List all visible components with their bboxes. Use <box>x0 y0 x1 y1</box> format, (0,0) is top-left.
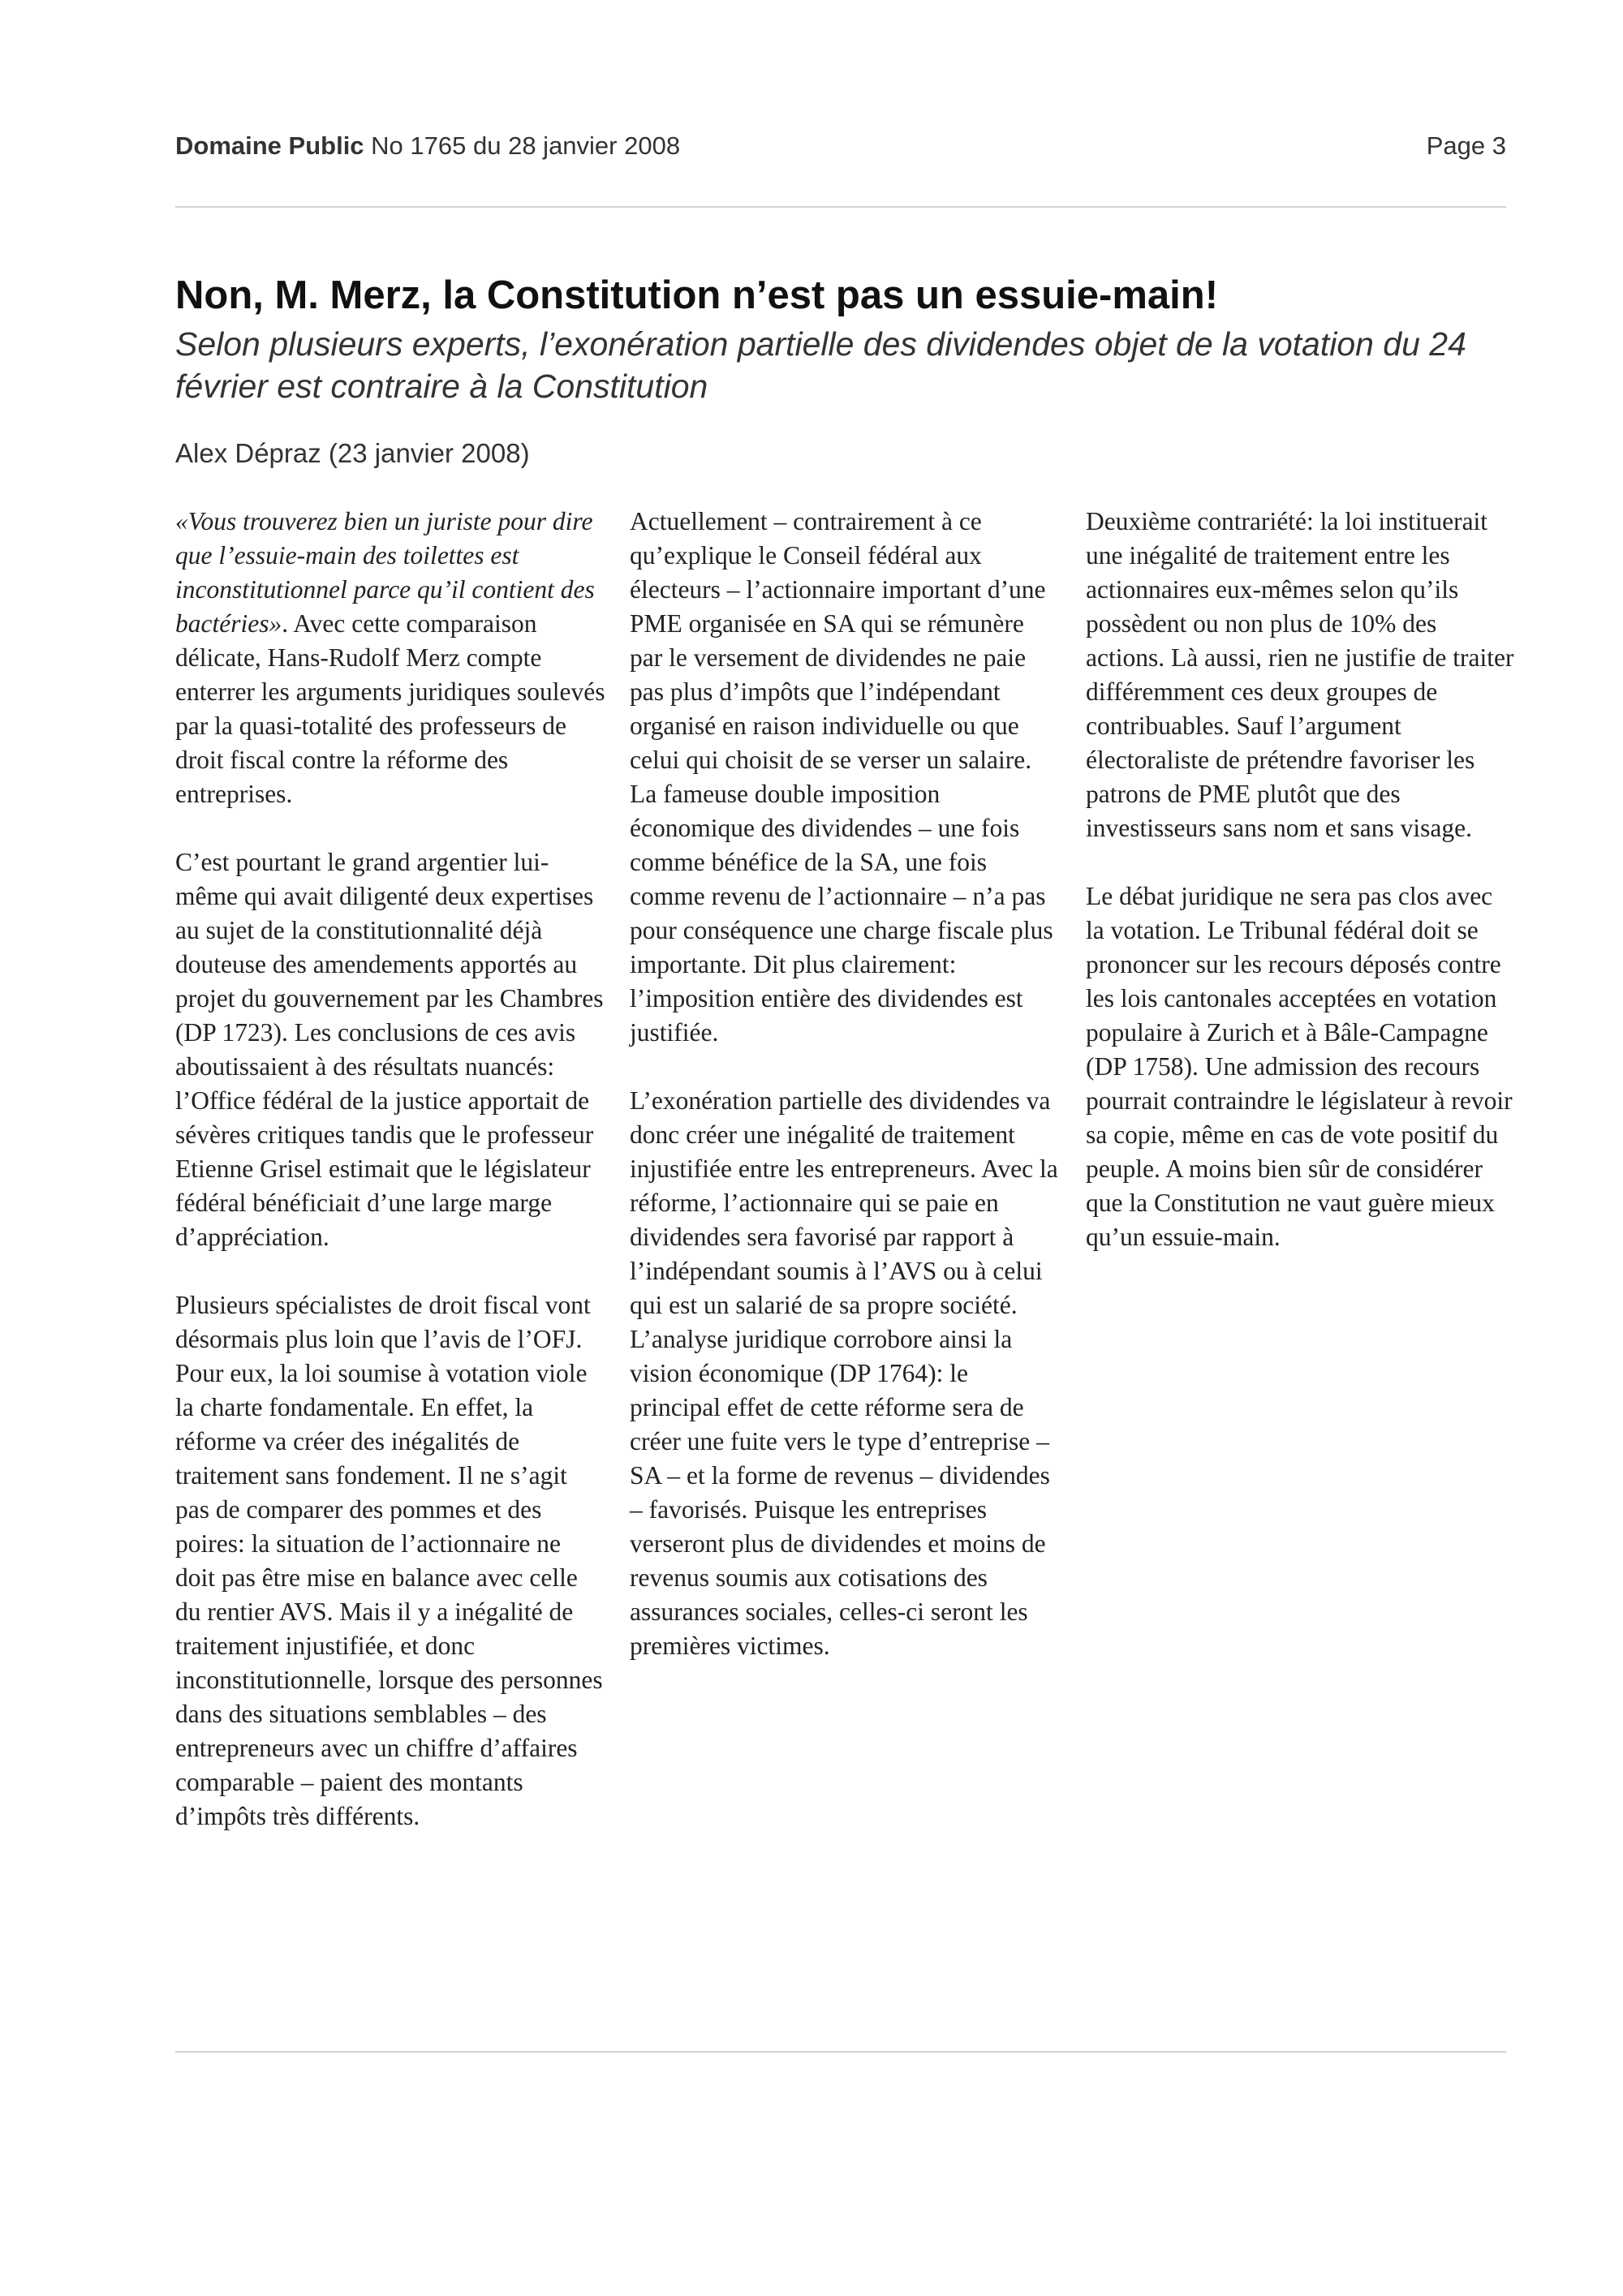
footer-divider <box>175 2051 1506 2053</box>
article-paragraph: Actuellement – contrairement à ce qu’explique le Conseil fédéral aux électeurs – l’actionnaire important d’une PME organisée en SA qui se rémunère par le versement de dividendes ne paie pas plus d’impôts que l’indépendant organisé en raison individuelle ou que celui qui choisit de se verser un salaire. La fameuse double imposition économique des dividendes – une fois comme bénéfice de la SA, une fois comme revenu de l’actionnaire – n’a pas pour conséquence une charge fiscale plus importante. Dit plus clairement: l’imposition entière des dividendes est justifiée. <box>630 507 1053 1047</box>
article-paragraph: Le débat juridique ne sera pas clos avec la votation. Le Tribunal fédéral doit se prononcer sur les recours déposés contre les lois cantonales acceptées en votation populaire à Zurich et à Bâle-Campagne (DP 1758). Une admission des recours pourrait contraindre le législateur à revoir sa copie, même en cas de vote positif du peuple. A moins bien sûr de considérer que la Constitution ne vaut guère mieux qu’un essuie-main. <box>1086 882 1513 1251</box>
article-column-1 <box>175 505 605 1868</box>
opening-quote: «Vous trouverez bien un juriste pour dire que l’essuie-main des toilettes est inconstitutionnel parce qu’il contient des bactéries» <box>175 507 595 638</box>
publication-name: Domaine Public <box>175 131 364 160</box>
article-column-2 <box>630 505 1060 1697</box>
article-paragraph <box>175 505 605 811</box>
opening-text: . Avec cette comparaison délicate, Hans-Rudolf Merz compte enterrer les arguments juridiques soulevés par la quasi-totalité des professeurs de droit fiscal contre la réforme des entreprises. <box>175 609 605 808</box>
page-header <box>175 131 1506 161</box>
article-paragraph: C’est pourtant le grand argentier lui-même qui avait diligenté deux expertises au sujet de la constitutionnalité déjà douteuse des amendements apportés au projet du gouvernement par les Chambres (DP 1723). Les conclusions de ces avis aboutissaient à des résultats nuancés: l’Office fédéral de la justice apportait de sévères critiques tandis que le professeur Etienne Grisel estimait que le législateur fédéral bénéficiait d’une large marge d’appréciation. <box>175 848 604 1251</box>
page-number: Page 3 <box>1426 131 1506 160</box>
article-title: Non, M. Merz, la Constitution n’est pas un essuie-main! <box>175 273 1219 317</box>
header-divider <box>175 206 1506 208</box>
article-subtitle: Selon plusieurs experts, l’exonération partielle des dividendes objet de la votation du 24 février est contraire à la Constitution <box>175 325 1466 405</box>
issue-info: No 1765 du 28 janvier 2008 <box>371 131 681 160</box>
article-column-3 <box>1086 505 1516 1288</box>
article-paragraph: Plusieurs spécialistes de droit fiscal vont désormais plus loin que l’avis de l’OFJ. Pour eux, la loi soumise à votation viole la charte fondamentale. En effet, la réforme va créer des inégalités de traitement sans fondement. Il ne s’agit pas de comparer des pommes et des poires: la situation de l’actionnaire ne doit pas être mise en balance avec celle du rentier AVS. Mais il y a inégalité de traitement injustifiée, et donc inconstitutionnelle, lorsque des personnes dans des situations semblables – des entrepreneurs avec un chiffre d’affaires comparable – paient des montants d’impôts très différents. <box>175 1291 603 1830</box>
article-paragraph: L’exonération partielle des dividendes va donc créer une inégalité de traitement injustifiée entre les entrepreneurs. Avec la réforme, l’actionnaire qui se paie en dividendes sera favorisé par rapport à l’indépendant soumis à l’AVS ou à celui qui est un salarié de sa propre société. L’analyse juridique corrobore ainsi la vision économique (DP 1764): le principal effet de cette réforme sera de créer une fuite vers le type d’entreprise – SA – et la forme de revenus – dividendes – favorisés. Puisque les entreprises verseront plus de dividendes et moins de revenus soumis aux cotisations des assurances sociales, celles-ci seront les premières victimes. <box>630 1086 1058 1660</box>
article-paragraph: Deuxième contrariété: la loi instituerait une inégalité de traitement entre les actionnaires eux-mêmes selon qu’ils possèdent ou non plus de 10% des actions. Là aussi, rien ne justifie de traiter différemment ces deux groupes de contribuables. Sauf l’argument électoraliste de prétendre favoriser les patrons de PME plutôt que des investisseurs sans nom et sans visage. <box>1086 507 1514 842</box>
article-byline: Alex Dépraz (23 janvier 2008) <box>175 438 530 468</box>
